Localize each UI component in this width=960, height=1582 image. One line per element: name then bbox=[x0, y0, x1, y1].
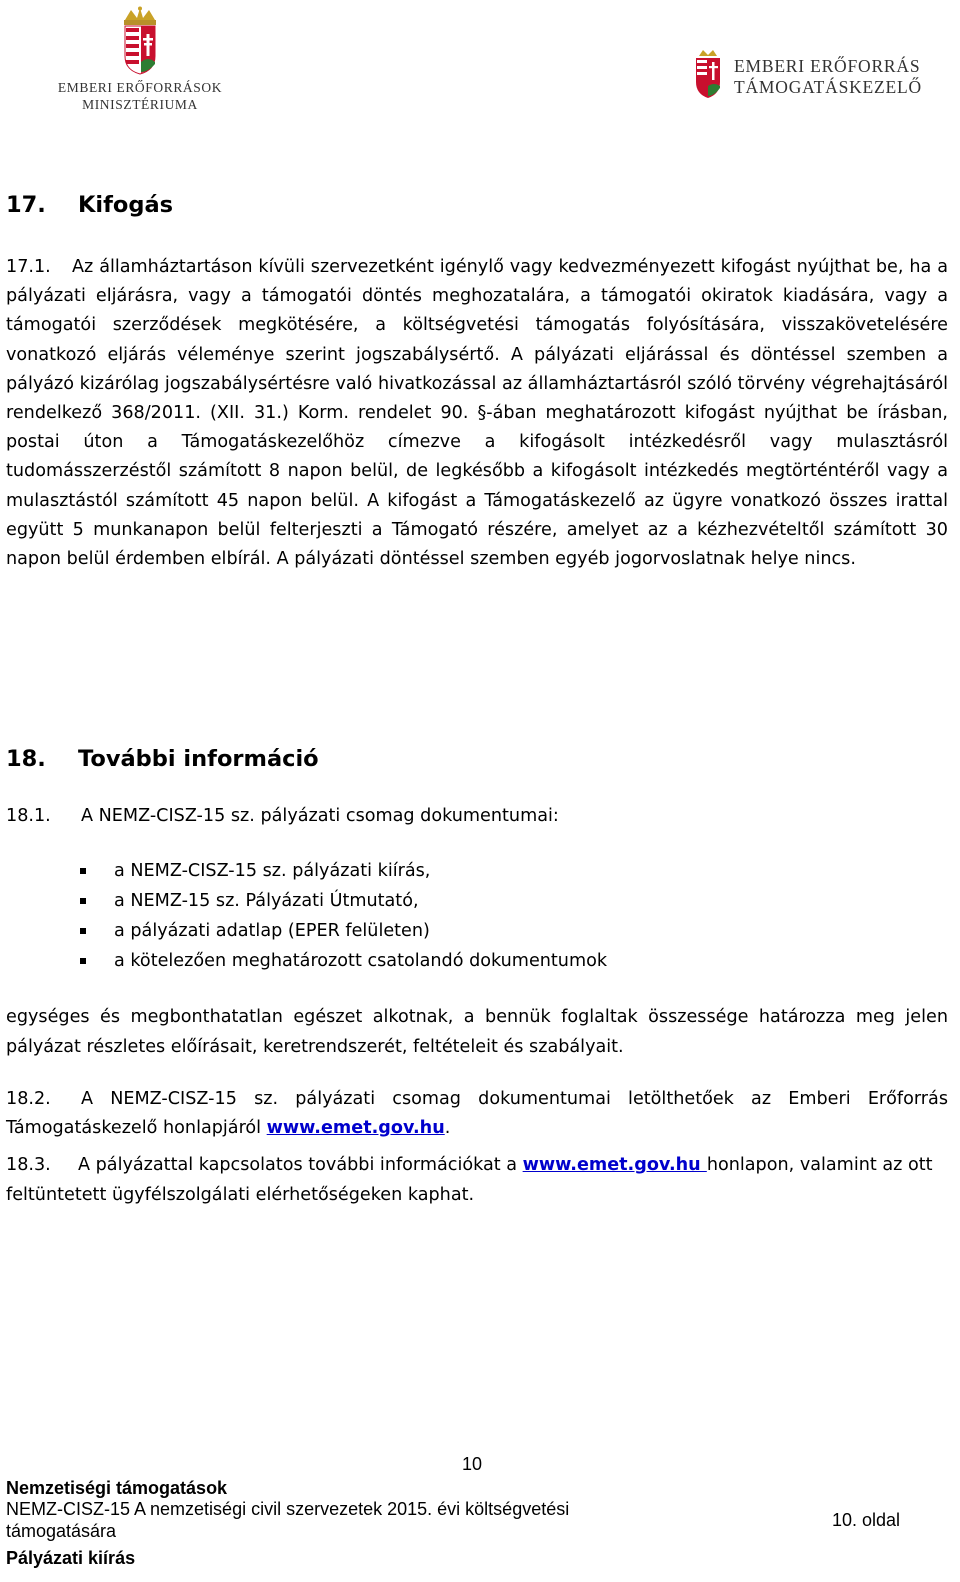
subsection-18-3 bbox=[6, 1150, 948, 1210]
bullet-square-icon bbox=[80, 958, 86, 964]
section-title: Kifogás bbox=[78, 192, 174, 218]
section-17-heading bbox=[6, 192, 173, 218]
emet-name-line2: TÁMOGATÁSKEZELŐ bbox=[734, 77, 922, 97]
coat-of-arms-icon bbox=[55, 6, 225, 76]
footer-title: Nemzetiségi támogatások bbox=[6, 1478, 228, 1498]
footer-doc-type: Pályázati kiírás bbox=[6, 1548, 136, 1568]
subsection-number: 18.3. bbox=[6, 1155, 51, 1175]
ministry-name-line1: EMBERI ERŐFORRÁSOK bbox=[57, 80, 223, 95]
emet-logo bbox=[690, 48, 930, 100]
documents-statement: egységes és megbonthatatlan egészet alkotnak, a bennük foglaltak összessége határozza meg jelen pályázat részletes előírásait, keretrendszerét, feltételeit és szabályait. bbox=[6, 1007, 948, 1057]
ministry-logo bbox=[55, 6, 225, 116]
section-title: További információ bbox=[78, 746, 319, 772]
document-list bbox=[80, 856, 607, 976]
bullet-square-icon bbox=[80, 898, 86, 904]
subsection-text-before: A pályázattal kapcsolatos további információkat a bbox=[78, 1155, 518, 1175]
emet-website-link[interactable]: www.emet.gov.hu bbox=[522, 1155, 707, 1175]
period: . bbox=[444, 1118, 451, 1138]
paragraph-number: 17.1. bbox=[6, 257, 51, 277]
emet-name-line1: EMBERI ERŐFORRÁS bbox=[734, 56, 921, 76]
list-item: a NEMZ-15 sz. Pályázati Útmutató, bbox=[80, 886, 607, 916]
footer-page-label: 10. oldal bbox=[832, 1510, 901, 1530]
list-item: a NEMZ-CISZ-15 sz. pályázati kiírás, bbox=[80, 856, 607, 886]
bullet-square-icon bbox=[80, 868, 86, 874]
subsection-text: A NEMZ-CISZ-15 sz. pályázati csomag dokumentumai letölthetőek az Emberi Erőforrás Támogatáskezelő honlapjáról bbox=[6, 1089, 948, 1138]
list-item: a kötelezően meghatározott csatolandó dokumentumok bbox=[80, 946, 607, 976]
subsection-text: A NEMZ-CISZ-15 sz. pályázati csomag dokumentumai: bbox=[81, 806, 559, 826]
bullet-square-icon bbox=[80, 928, 86, 934]
subsection-18-2 bbox=[6, 1085, 948, 1143]
section-number: 18. bbox=[6, 746, 46, 772]
section-18-heading bbox=[6, 746, 319, 772]
paragraph-17-1 bbox=[6, 253, 948, 574]
paragraph-text: Az államháztartáson kívüli szervezetként igénylő vagy kedvezményezett kifogást nyújthat be, ha a pályázati eljárásra, vagy a támogatói döntés meghozatalára, a támogatói okiratok kiadására, vagy a támogatói szerződések megkötésére, a költségvetési támogatás folyósítására, visszakövetelésére vonatkozó eljárás véleménye szerint jogszabálysértő. A pályázati eljárással és döntéssel szemben a pályázó kizárólag jogszabálysértésre való hivatkozással az államháztartásról szóló törvény végrehajtásáról rendelkező 368/2011. (XII. 31.) Korm. rendelet 90. §-ában meghatározott kifogást nyújthat be írásban, postai úton a Támogatáskezelőhöz címezve a kifogásolt intézkedésről vagy mulasztásról tudomásszerzéstől számított 8 napon belül, de legkésőbb a kifogásolt intézkedés megtörténtéről vagy a mulasztástól számított 45 napon belül. A kifogást a Támogatáskezelő az ügyre vonatkozó összes irattal együtt 5 munkanapon belül felterjeszti a Támogató részére, amelyet az a kézhezvételtől számított 30 napon belül érdemben elbírál. A pályázati döntéssel szemben egyéb jogorvoslatnak helye nincs. bbox=[6, 257, 948, 570]
page-number: 10 bbox=[462, 1454, 483, 1474]
subsection-text-after: honlapon, valamint az ott feltüntetett ügyfélszolgálati elérhetőségeken kaphat. bbox=[6, 1155, 933, 1205]
footer-program-cont: támogatására bbox=[6, 1521, 117, 1541]
list-item: a pályázati adatlap (EPER felületen) bbox=[80, 916, 607, 946]
emet-website-link[interactable]: www.emet.gov.hu bbox=[266, 1118, 445, 1138]
emet-emblem-icon bbox=[690, 48, 726, 100]
ministry-name-line2: MINISZTÉRIUMA bbox=[82, 97, 198, 112]
subsection-18-1 bbox=[6, 806, 559, 826]
subsection-number: 18.2. bbox=[6, 1089, 51, 1109]
section-number: 17. bbox=[6, 192, 46, 218]
subsection-number: 18.1. bbox=[6, 806, 51, 826]
footer-program: NEMZ-CISZ-15 A nemzetiségi civil szervezetek 2015. évi költségvetési bbox=[6, 1499, 570, 1519]
